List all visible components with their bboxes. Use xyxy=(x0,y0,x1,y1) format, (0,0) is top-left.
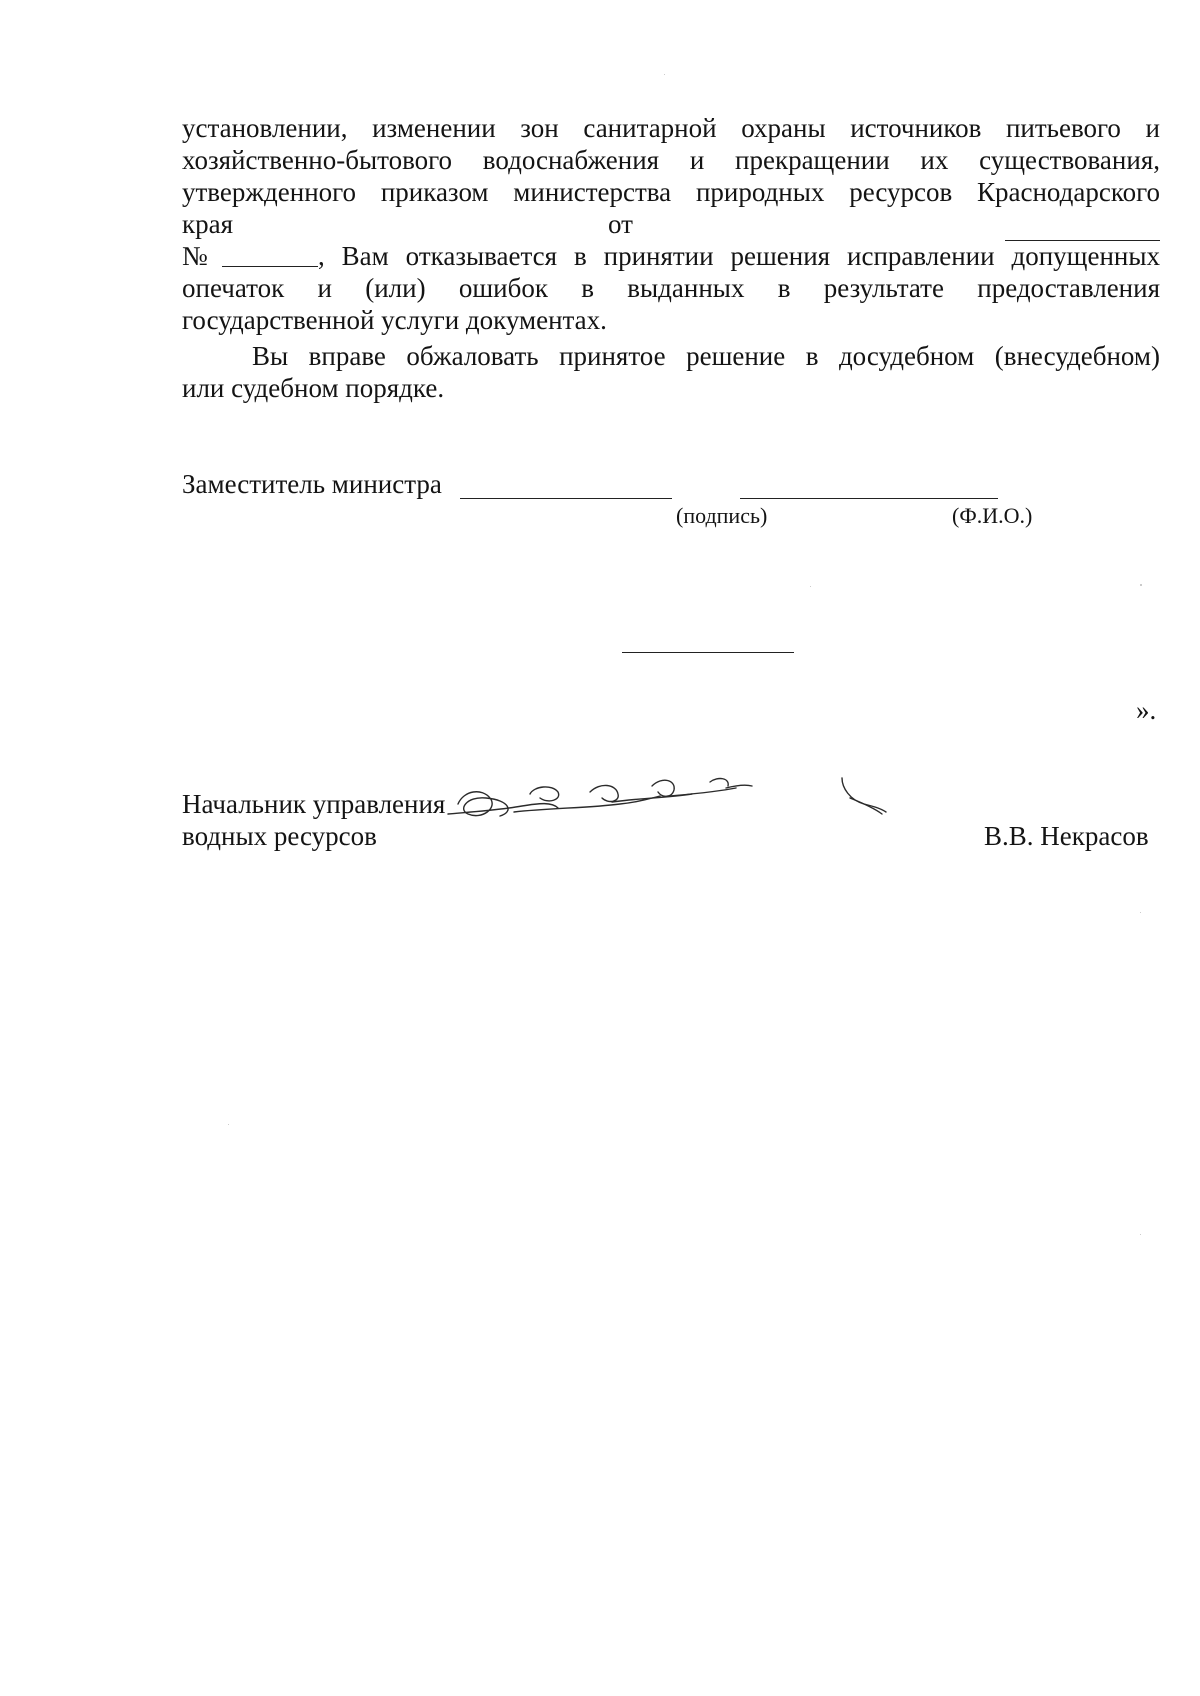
separator-rule xyxy=(622,652,794,653)
name-caption: (Ф.И.О.) xyxy=(952,503,1033,528)
scan-speck xyxy=(1140,912,1141,913)
footer-title-line-2: водных ресурсов xyxy=(182,821,377,851)
number-blank xyxy=(222,266,318,267)
paragraph-1-line-5: , Вам отказывается в принятии решения исправлении допущенных xyxy=(318,241,1160,271)
signature-position-label: Заместитель министра xyxy=(182,469,442,499)
paragraph-1-line-6: опечаток и (или) ошибок в выданных в результате предоставления xyxy=(182,273,1160,303)
paragraph-2-line-1: Вы вправе обжаловать принятое решение в досудебном (внесудебном) xyxy=(252,341,1160,371)
paragraph-1-line-3: утвержденного приказом министерства природных ресурсов Краснодарского xyxy=(182,177,1160,207)
scan-speck xyxy=(228,1124,229,1125)
signature-caption: (подпись) xyxy=(676,503,768,528)
paragraph-1-line-2: хозяйственно-бытового водоснабжения и прекращении их существования, xyxy=(182,145,1160,175)
name-blank xyxy=(740,498,998,499)
footer-title-line-1: Начальник управления xyxy=(182,789,446,819)
paragraph-2-line-2: или судебном порядке. xyxy=(182,373,445,403)
footer-name: В.В. Некрасов xyxy=(984,821,1149,851)
paragraph-1-line-7: государственной услуги документах. xyxy=(182,305,607,335)
closing-quote: ». xyxy=(1136,695,1157,725)
scan-speck xyxy=(664,74,665,75)
signature-blank xyxy=(460,498,672,499)
scan-speck xyxy=(1140,1234,1141,1235)
paragraph-1-number-sign: № xyxy=(182,241,208,271)
paragraph-1-line-4-kraya: края xyxy=(182,209,234,239)
paragraph-1-line-4-ot: от xyxy=(608,209,633,239)
handwritten-signature xyxy=(430,768,900,838)
scan-speck xyxy=(1140,584,1142,586)
paragraph-1-line-1: установлении, изменении зон санитарной охраны источников питьевого и xyxy=(182,113,1160,143)
scan-speck xyxy=(810,586,811,587)
